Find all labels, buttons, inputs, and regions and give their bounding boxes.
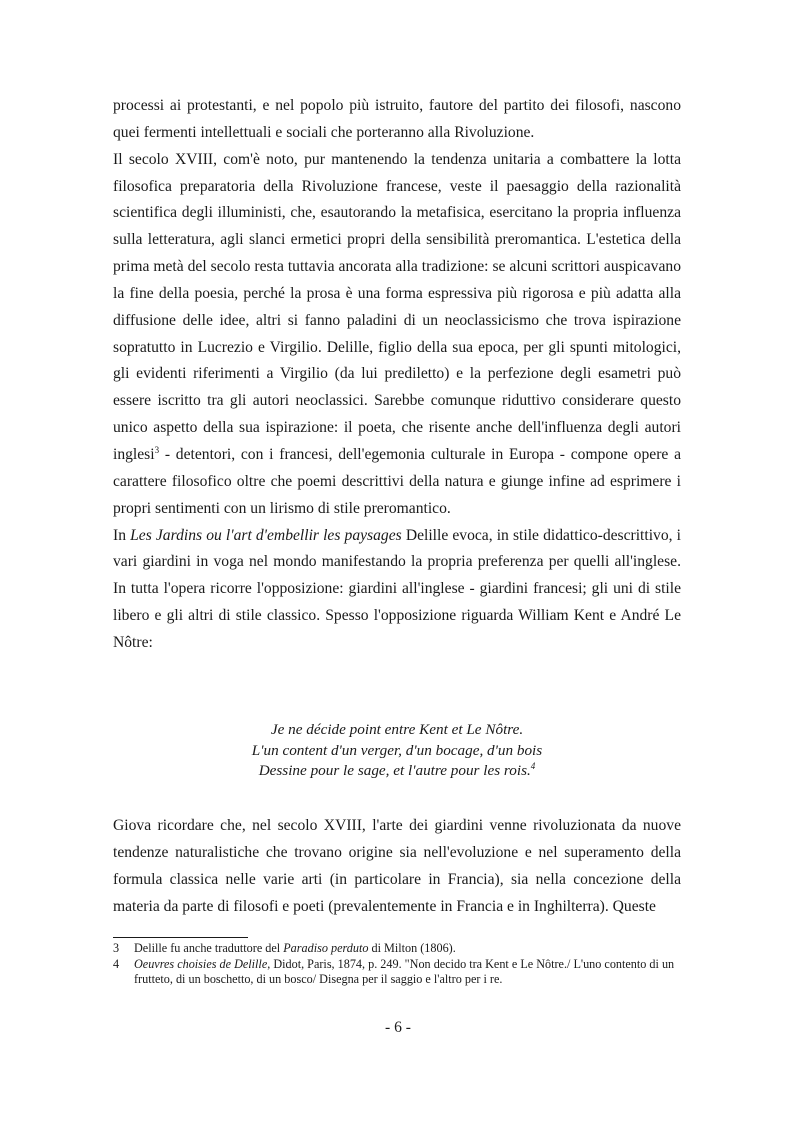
verse-line-2: L'un content d'un verger, d'un bocage, d'un bois [251, 741, 543, 759]
verse-line-3-wrapper [113, 761, 681, 782]
footnote-text [134, 941, 681, 957]
verse-quotation [113, 720, 681, 782]
paragraph-secolo-xviii-part2: - detentori, con i francesi, dell'egemonia culturale in Europa - compone opere a carattere filosofico oltre che poemi descrittivi della natura e giunge infine ad esprimere i propri sentimenti con un lirismo di stile preromantico. [113, 445, 681, 517]
verse-line-1: Je ne décide point entre Kent et Le Nôtre. [270, 721, 524, 738]
footnote-number: 4 [113, 956, 120, 971]
work-title-les-jardins: Les Jardins ou l'art d'embellir les paysages [130, 526, 402, 544]
paragraph-continuation: processi ai protestanti, e nel popolo più istruito, fautore del partito dei filosofi, nascono quei fermenti intellettuali e sociali che porteranno alla Rivoluzione. [113, 97, 681, 141]
paragraph-giova-ricordare: Giova ricordare che, nel secolo XVIII, l'arte dei giardini venne rivoluzionata da nuove tendenze naturalistiche che trovano origine sia nell'evoluzione e nel superamento della formula classica nelle varie arti (in particolare in Francia), sia nella concezione della materia da parte di filosofi e poeti (prevalentemente in Francia e in Inghilterra). Queste [113, 817, 681, 915]
paragraph-les-jardins [113, 523, 681, 657]
footnote-text-rest: di Milton (1806). [368, 941, 456, 955]
footnote-4 [113, 957, 681, 988]
footnote-text-rest: , Didot, Paris, 1874, p. 249. "Non decido tra Kent e Le Nôtre./ L'uno contento di un frutteto, di un boschetto, di un bosco/ Disegna per il saggio e l'altro per i re. [134, 956, 675, 987]
footnote-number: 3 [113, 941, 120, 955]
page-number: - 6 - [385, 1019, 411, 1036]
footnote-work-title: Paradiso perduto [283, 941, 369, 955]
main-text [113, 93, 681, 657]
footnote-ref-3: 3 [154, 444, 160, 455]
footnote-divider [113, 937, 248, 938]
paragraph-secolo-xviii [113, 147, 681, 523]
verse-line-3: Dessine pour le sage, et l'autre pour les rois. [258, 762, 531, 779]
paragraph-les-jardins-lead: In [113, 526, 131, 544]
footnote-text [134, 957, 681, 988]
footnote-work-title: Oeuvres choisies de Delille [134, 956, 268, 971]
footnote-ref-4: 4 [530, 760, 536, 771]
paragraph-secolo-xviii-part1: Il secolo XVIII, com'è noto, pur mantenendo la tendenza unitaria a combattere la lotta filosofica preparatoria della Rivoluzione francese, veste il paesaggio della razionalità scientifica degli illuministi, che, esautorando la metafisica, esercitano la propria influenza sulla letteratura, agli slanci ermetici propri della sensibilità preromantica. L'estetica della prima metà del secolo resta tuttavia ancorata alla tradizione: se alcuni scrittori auspicavano la fine della poesia, perché la prosa è una forma espressiva più rigorosa e più adatta alla diffusione delle idee, altri si fanno paladini di un neoclassicismo che trova ispirazione sopratutto in Lucrezio e Virgilio. Delille, figlio della sua epoca, per gli spunti mitologici, gli evidenti riferimenti a Virgilio (da lui prediletto) e la perfezione degli esametri può essere iscritto tra gli autori neoclassici. Sarebbe comunque riduttivo considerare questo unico aspetto della sua ispirazione: il poeta, che risente anche dell'influenza degli autori inglesi [113, 150, 681, 463]
footnote-3 [113, 941, 681, 957]
footnote-text-lead: Delille fu anche traduttore del [134, 941, 284, 955]
paragraph-les-jardins-rest: Delille evoca, in stile didattico-descrittivo, i vari giardini in voga nel mondo manifestando la propria preferenza per quelli all'inglese. In tutta l'opera ricorre l'opposizione: giardini all'inglese - giardini francesi; gli uni di stile libero e gli altri di stile classico. Spesso l'opposizione riguarda William Kent e André Le Nôtre: [113, 526, 681, 651]
footnotes [113, 941, 681, 988]
